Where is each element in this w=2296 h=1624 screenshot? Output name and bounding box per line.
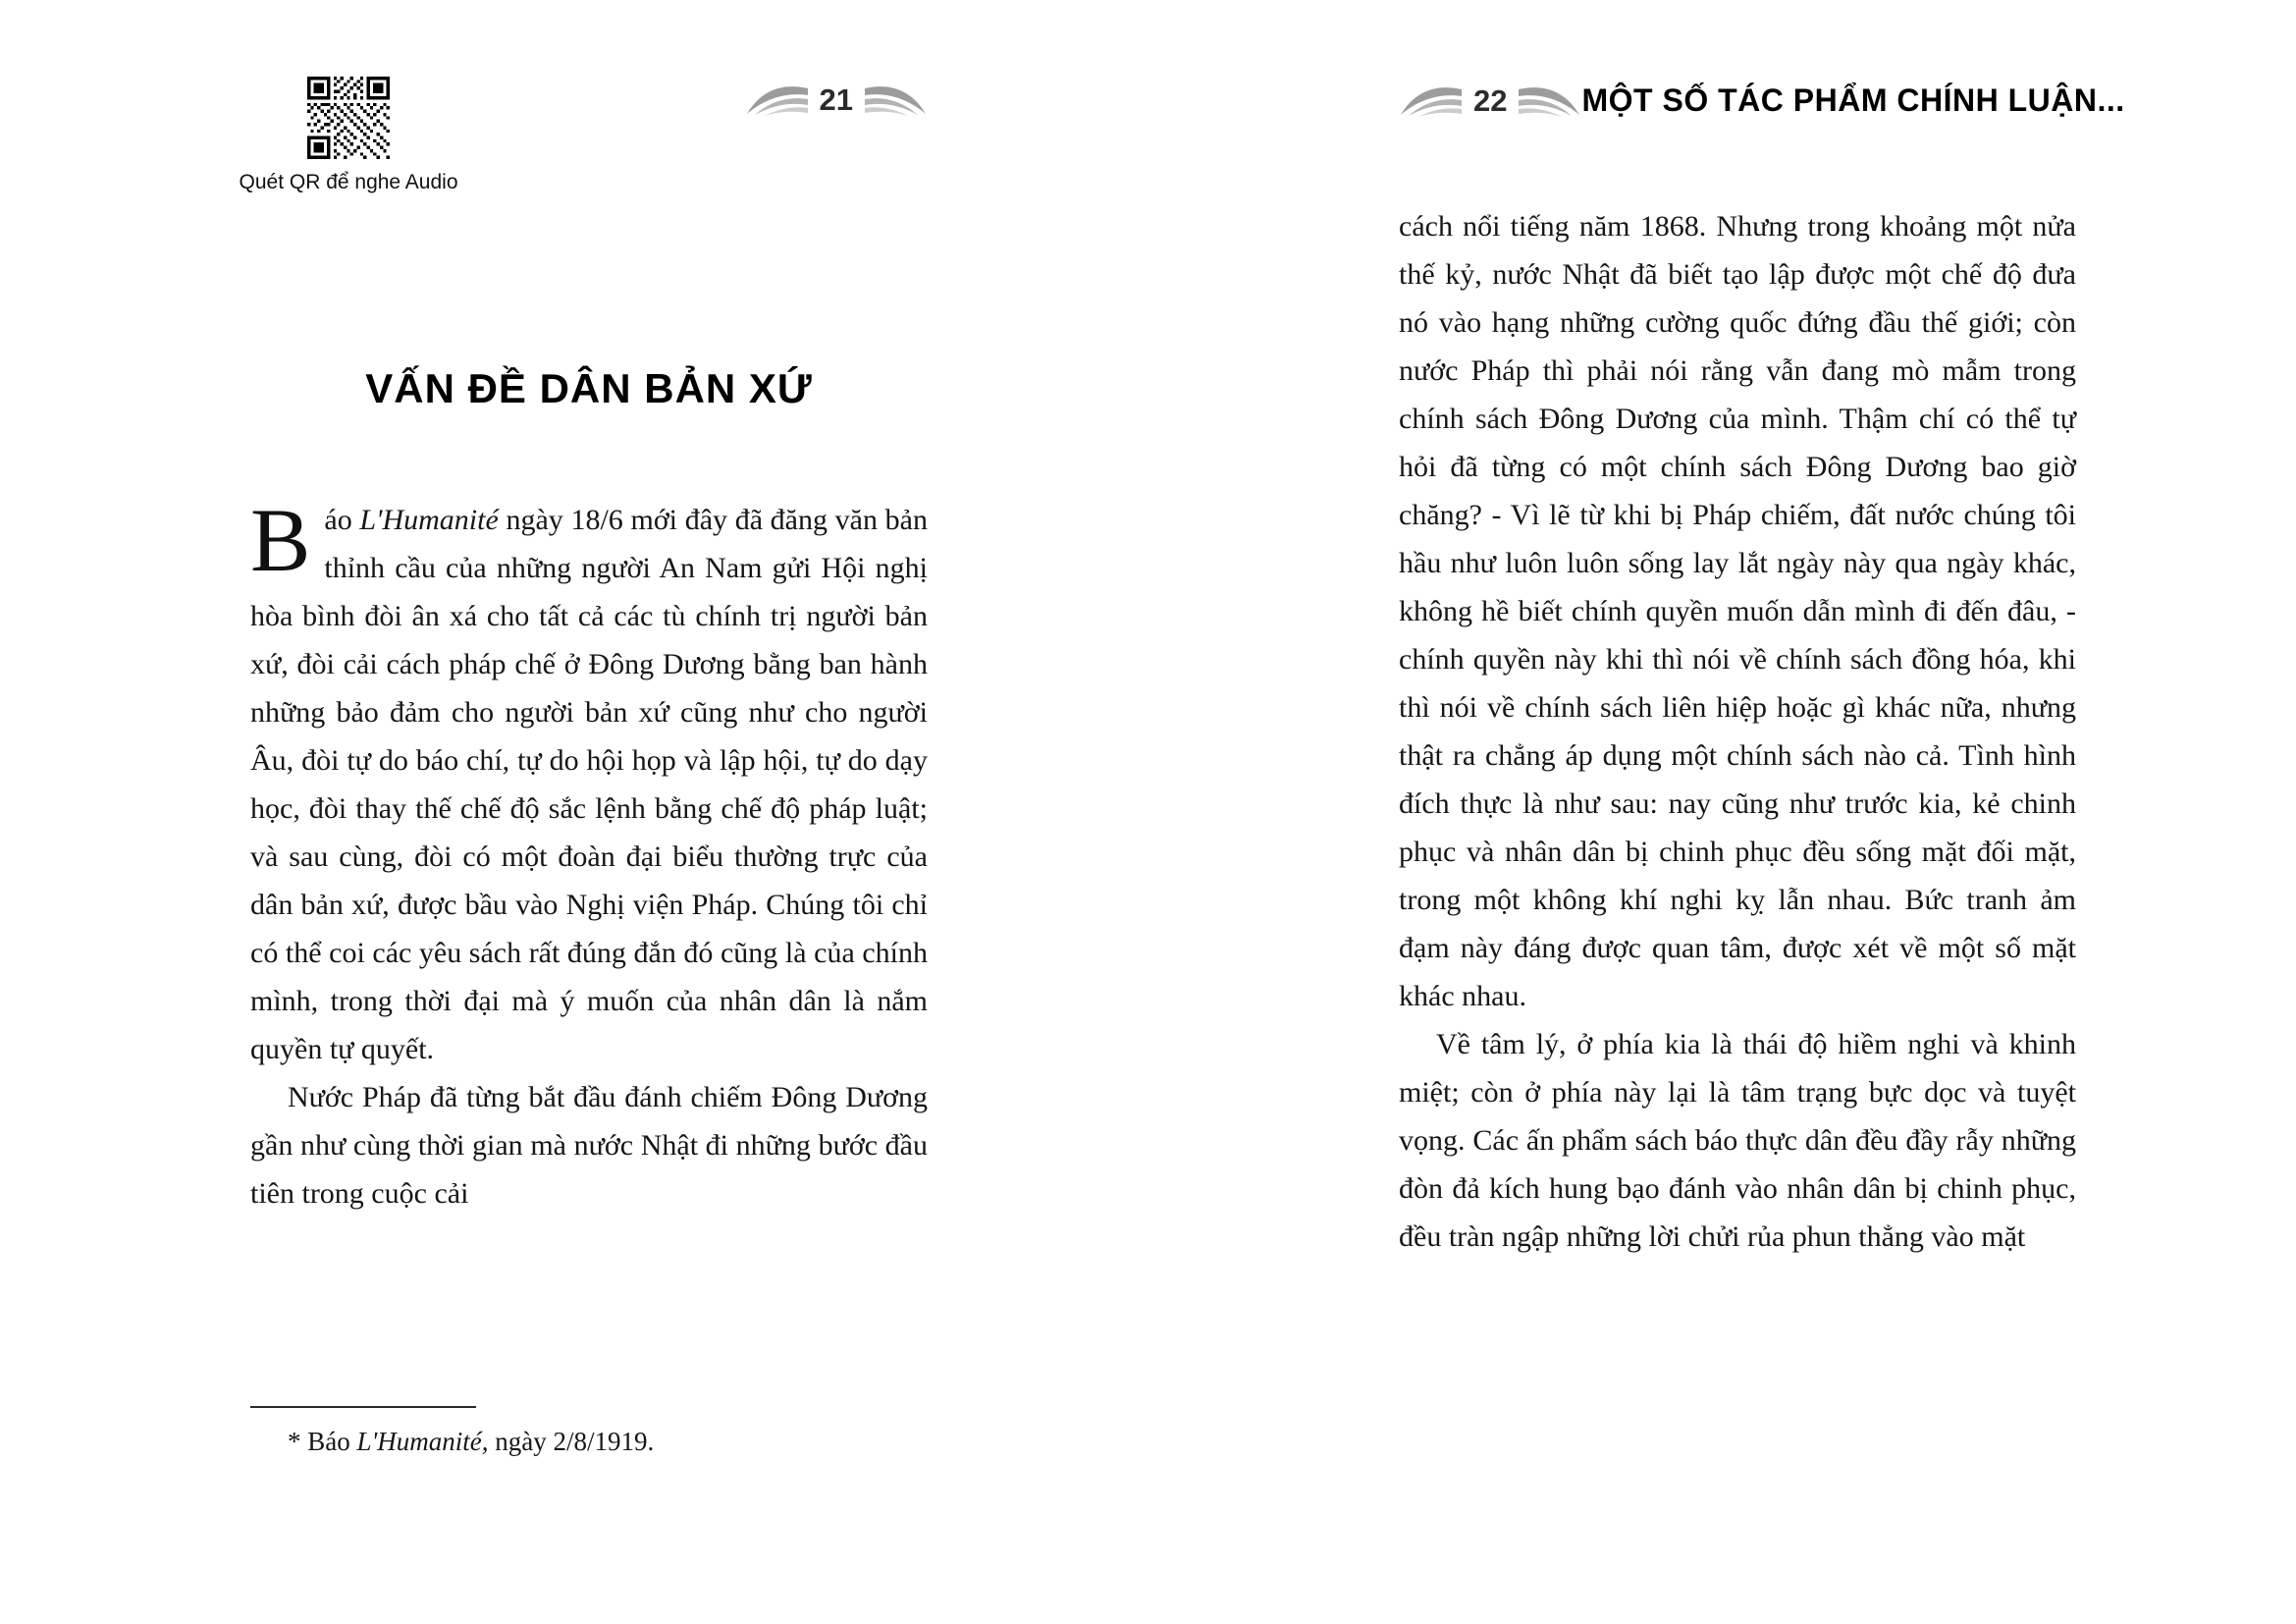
dropcap: B (250, 490, 311, 590)
wing-left-icon (1399, 83, 1464, 119)
footnote-rest: ngày 2/8/1919. (488, 1427, 655, 1456)
italic-citation: L'Humanité (359, 504, 499, 536)
page-number-ornament (745, 82, 928, 118)
folio-row-left (250, 82, 928, 118)
footnote-rule (250, 1406, 476, 1408)
chapter-title: VẤN ĐỀ DÂN BẢN XỨ (365, 365, 813, 411)
header-row-right (1399, 82, 2125, 119)
body-text-right (1399, 202, 2076, 1261)
paragraph-1: cách nổi tiếng năm 1868. Nhưng trong khoảng một nửa thế kỷ, nước Nhật đã biết tạo lập được một chế độ đưa nó vào hạng những cường quốc đứng đầu thế giới; còn nước Pháp thì phải nói rằng vẫn đang mò mẫm trong chính sách Đông Dương của mình. Thậm chí có thể tự hỏi đã từng có một chính sách Đông Dương bao giờ chăng? - Vì lẽ từ khi bị Pháp chiếm, đất nước chúng tôi hầu như luôn luôn sống lay lắt ngày này qua ngày khác, không hề biết chính quyền muốn dẫn mình đi đến đâu, - chính quyền này khi thì nói về chính sách đồng hóa, khi thì nói về chính sách liên hiệp hoặc gì khác nữa, nhưng thật ra chẳng áp dụng một chính sách nào cả. Tình hình đích thực là như sau: nay cũng như trước kia, kẻ chinh phục và nhân dân bị chinh phục đều sống mặt đối mặt, trong một không khí nghi kỵ lẫn nhau. Bức tranh ảm đạm này đáng được quan tâm, được xét về một số mặt khác nhau. (1399, 210, 2076, 1012)
qr-caption: Quét QR để nghe Audio (239, 171, 458, 193)
page-number: 22 (1473, 82, 1508, 118)
wing-right-icon (1517, 83, 1581, 119)
paragraph-2: Nước Pháp đã từng bắt đầu đánh chiếm Đông Dương gần như cùng thời gian mà nước Nhật đi những bước đầu tiên trong cuộc cải (250, 1081, 928, 1210)
footnote-text (250, 1424, 928, 1459)
body-text-left (250, 490, 928, 1218)
page-number: 21 (819, 82, 853, 117)
page-number-ornament (1399, 83, 1581, 119)
running-header: MỘT SỐ TÁC PHẨM CHÍNH LUẬN... (1581, 82, 2125, 118)
wing-right-icon (863, 82, 928, 118)
wing-left-icon (745, 82, 810, 118)
page-22 (1148, 0, 2296, 1624)
footnote-marker: * Báo (288, 1427, 357, 1456)
footnote (250, 1406, 928, 1459)
paragraph-2: Về tâm lý, ở phía kia là thái độ hiềm nghi và khinh miệt; còn ở phía này lại là tâm trạng bực dọc và tuyệt vọng. Các ấn phẩm sách báo thực dân đều đầy rẫy những đòn đả kích hung bạo đánh vào nhân dân bị chinh phục, đều tràn ngập những lời chửi rủa phun thẳng vào mặt (1399, 1028, 2076, 1253)
paragraph-1-rest: ngày 18/6 mới đây đã đăng văn bản thỉnh cầu của những người An Nam gửi Hội nghị hòa bình đòi ân xá cho tất cả các tù chính trị người bản xứ, đòi cải cách pháp chế ở Đông Dương bằng ban hành những bảo đảm cho người bản xứ cũng như cho người Âu, đòi tự do báo chí, tự do hội họp và lập hội, tự do dạy học, đòi thay thế chế độ sắc lệnh bằng chế độ pháp luật; và sau cùng, đòi có một đoàn đại biểu thường trực của dân bản xứ, được bầu vào Nghị viện Pháp. Chúng tôi chỉ có thể coi các yêu sách rất đúng đắn đó cũng là của chính mình, trong thời đại mà ý muốn của nhân dân là nắm quyền tự quyết. (250, 504, 928, 1065)
footnote-italic-citation: L'Humanité, (356, 1427, 489, 1456)
paragraph-1-lead: áo (324, 504, 360, 536)
paragraph-1 (250, 490, 928, 1073)
